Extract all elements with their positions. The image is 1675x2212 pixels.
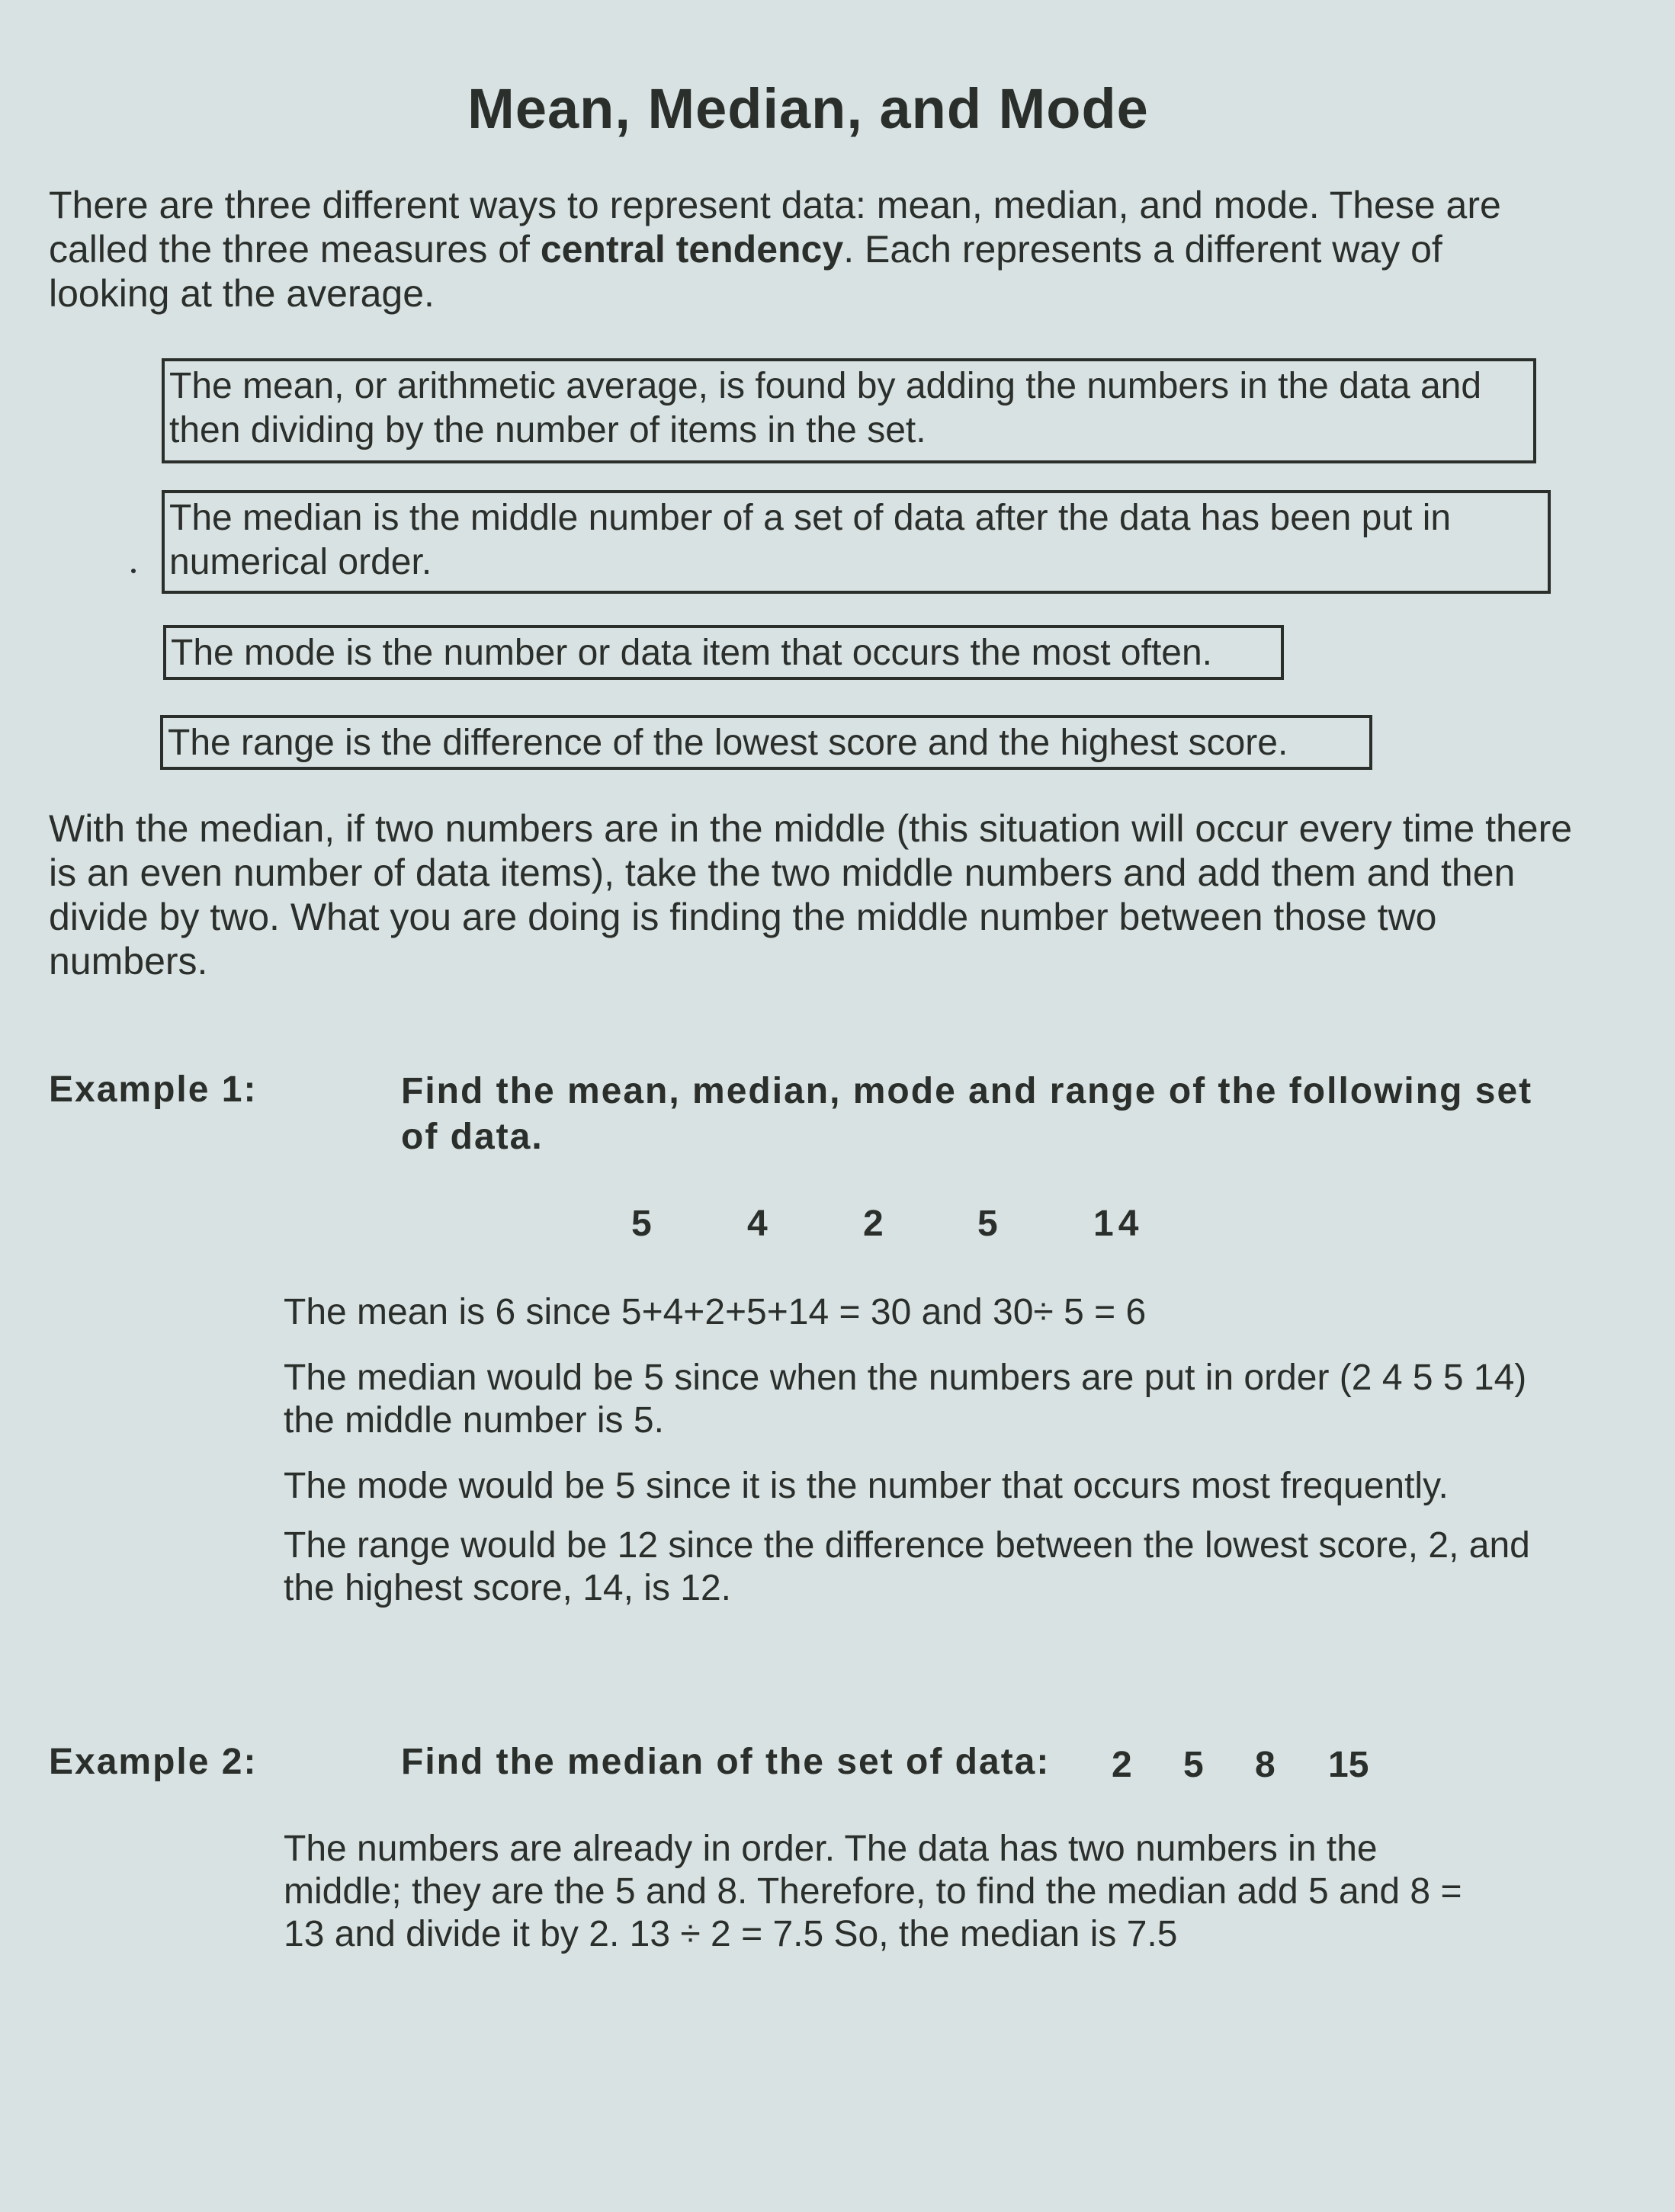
example1-data-value: 2 <box>863 1204 884 1244</box>
range-definition-box: The range is the difference of the lowest score and the highest score. <box>160 715 1372 770</box>
example1-mean-explanation: The mean is 6 since 5+4+2+5+14 = 30 and 30÷ 5 = 6 <box>284 1292 1147 1332</box>
example1-data-value: 5 <box>631 1204 652 1244</box>
example1-median-explanation: The median would be 5 since when the numbers are put in order (2 4 5 5 14) the middle number is 5. <box>284 1358 1527 1441</box>
intro-text-2: . Each represents a different way of looking at the average. <box>49 228 1442 315</box>
intro-paragraph <box>49 183 1574 316</box>
example1-data-value: 14 <box>1093 1204 1144 1244</box>
intro-bold-term: central tendency <box>540 228 844 271</box>
example1-data-value: 4 <box>747 1204 768 1244</box>
median-note-paragraph: With the median, if two numbers are in the middle (this situation will occur every time there is an even number of data items), take the two middle numbers and add them and then divide by two. What you are doing is finding the middle number between those two numbers. <box>49 807 1573 983</box>
example1-range-explanation: The range would be 12 since the difference between the lowest score, 2, and the highest score, 14, is 12. <box>284 1525 1530 1608</box>
example2-explanation: The numbers are already in order. The data has two numbers in the middle; they are the 5 and 8. Therefore, to find the median add 5 and 8 = 13 and divide it by 2. 13 ÷ 2 = 7.5 So, the median is 7.5 <box>284 1829 1462 1954</box>
example1-data-value: 5 <box>977 1204 998 1244</box>
example2-data-value: 8 <box>1255 1745 1276 1785</box>
example2-prompt: Find the median of the set of data: <box>401 1742 1051 1782</box>
stray-dot <box>131 569 136 573</box>
intro-text-1: There are three different ways to represent data: mean, median, and mode. These are called the three measures of <box>49 184 1501 271</box>
example1-prompt: Find the mean, median, mode and range of the following set of data. <box>401 1071 1533 1157</box>
example2-data-value: 15 <box>1328 1745 1369 1785</box>
example2-label: Example 2: <box>49 1742 258 1782</box>
example2-data-value: 2 <box>1112 1745 1132 1785</box>
median-definition-box: The median is the middle number of a set of data after the data has been put in numerical order. <box>162 490 1551 594</box>
example1-label: Example 1: <box>49 1069 258 1110</box>
mode-definition-box: The mode is the number or data item that occurs the most often. <box>163 625 1284 680</box>
mean-definition-box: The mean, or arithmetic average, is found by adding the numbers in the data and then dividing by the number of items in the set. <box>162 358 1536 463</box>
page-title: Mean, Median, and Mode <box>467 77 1149 140</box>
example1-mode-explanation: The mode would be 5 since it is the number that occurs most frequently. <box>284 1466 1449 1506</box>
example2-data-value: 5 <box>1183 1745 1204 1785</box>
